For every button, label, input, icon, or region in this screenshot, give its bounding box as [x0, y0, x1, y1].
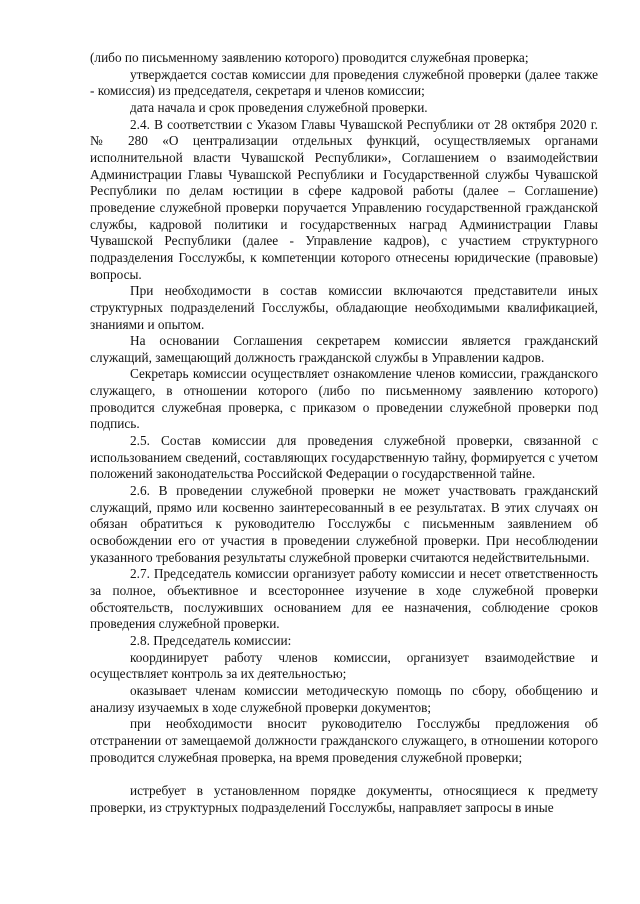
- paragraph-suspension-proposal: при необходимости вносит руководителю Госслужбы предложения об отстранении от замещаемой должности гражданского служащего, в отношении которого проводится служебная проверка, на время проведения служебной проверки;: [90, 716, 598, 765]
- paragraph-2-8-heading: 2.8. Председатель комиссии:: [130, 632, 292, 648]
- paragraph-coordinates: координирует работу членов комиссии, организует взаимодействие и осуществляет контроль за их деятельностью;: [90, 649, 598, 682]
- document-body: [90, 50, 598, 817]
- paragraph-2-6: 2.6. В проведении служебной проверки не может участвовать гражданский служащий, прямо или косвенно заинтересованный в ее результатах. В этих случаях он обязан обратиться к руководителю Госслужбы с письменным заявлением об освобождении его от участия в проведении служебной проверки. При несоблюдении указанного требования результаты служебной проверки считаются недействительными.: [90, 483, 598, 565]
- paragraph-2-4: 2.4. В соответствии с Указом Главы Чувашской Республики от 28 октября 2020 г. № 280 «О централизации отдельных функций, осуществляемых органами исполнительной власти Чувашской Республики», Соглашением о взаимодействии Администрации Главы Чувашской Республики и Государственной службы Чувашской Республики по делам юстиции в сфере кадровой работы (далее – Соглашение) проведение служебной проверки поручается Управлению государственной гражданской службы, кадровой политики и государственных наград Администрации Главы Чувашской Республики (далее - Управление кадров), с участием структурного подразделения Госслужбы, к компетенции которого отнесены юридические (правовые) вопросы.: [90, 116, 598, 282]
- paragraph-start-date: дата начала и срок проведения служебной проверки.: [130, 99, 428, 115]
- paragraph-other-units: При необходимости в состав комиссии включаются представители иных структурных подразделений Госслужбы, обладающие необходимыми квалификацией, знаниями и опытом.: [90, 283, 598, 332]
- paragraph-secretary-duties: Секретарь комиссии осуществляет ознакомление членов комиссии, гражданского служащего, в отношении которого (либо по письменному заявлению которого) проводится служебная проверка, с приказом о проведении служебной проверки под подпись.: [90, 366, 598, 432]
- paragraph-2-7: 2.7. Председатель комиссии организует работу комиссии и несет ответственность за полное, объективное и всестороннее изучение в ходе служебной проверки обстоятельств, послуживших основанием для ее назначения, соблюдение сроков проведения служебной проверки.: [90, 566, 598, 632]
- paragraph-request-documents: истребует в установленном порядке документы, относящиеся к предмету проверки, из структурных подразделений Госслужбы, направляет запросы в иные: [90, 783, 598, 815]
- paragraph-commission-composition: утверждается состав комиссии для проведения служебной проверки (далее также - комиссия) из председателя, секретаря и членов комиссии;: [90, 66, 598, 99]
- paragraph-2-5: 2.5. Состав комиссии для проведения служебной проверки, связанной с использованием сведений, составляющих государственную тайну, формируется с учетом положений законодательства Российской Федерации о государственной тайне.: [90, 433, 598, 482]
- paragraph-methodical-help: оказывает членам комиссии методическую помощь по сбору, обобщению и анализу изучаемых в ходе служебной проверки документов;: [90, 682, 598, 715]
- paragraph-secretary-basis: На основании Соглашения секретарем комиссии является гражданский служащий, замещающий должность гражданской службы в Управлении кадров.: [90, 333, 598, 365]
- paragraph-continuation: (либо по письменному заявлению которого) проводится служебная проверка;: [90, 50, 529, 65]
